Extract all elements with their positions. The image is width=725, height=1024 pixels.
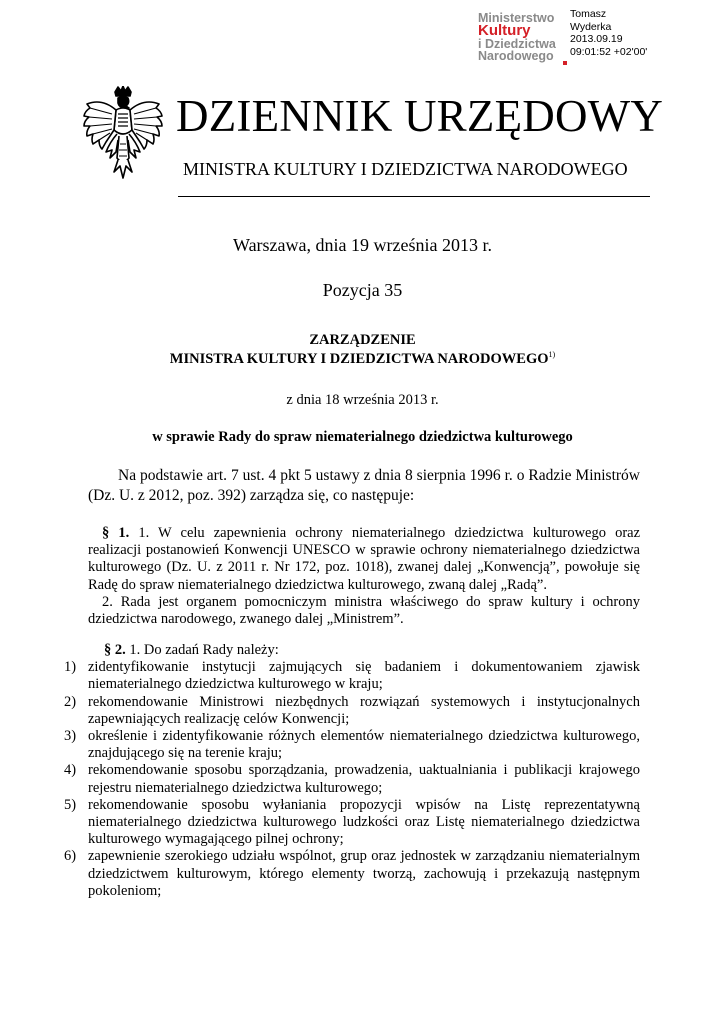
journal-title: DZIENNIK URZĘDOWY <box>176 91 664 141</box>
list-item <box>64 848 640 900</box>
section-2-label: § 2. <box>104 642 126 658</box>
list-item-number: 3) <box>64 728 77 745</box>
list-item-number: 1) <box>64 659 77 676</box>
list-item-number: 5) <box>64 796 77 813</box>
list-item <box>64 728 640 762</box>
logo-line-4: Narodowego <box>478 49 554 63</box>
list-item-number: 2) <box>64 693 77 710</box>
signature-info <box>570 8 647 58</box>
list-item-text: rekomendowanie sposobu wyłaniania propozycji wpisów na Listę reprezentatywną niematerialnego dziedzictwa kulturowego ludzkości oraz Listę niematerialnego dziedzictwa kulturowego wymagającego pilnej ochrony; <box>88 796 640 848</box>
section-1-label: § 1. <box>102 525 130 541</box>
section-1 <box>88 525 640 628</box>
logo-line-3: i Dziedzictwa <box>478 37 556 51</box>
section-2-lead-text: 1. Do zadań Rady należy: <box>129 642 279 658</box>
header-divider <box>178 196 650 197</box>
list-item-number: 4) <box>64 762 77 779</box>
act-issuer-text: MINISTRA KULTURY I DZIEDZICTWA NARODOWEGO <box>169 351 549 367</box>
act-type: ZARZĄDZENIE <box>309 332 416 348</box>
section-2 <box>64 642 640 900</box>
journal-subtitle: MINISTRA KULTURY I DZIEDZICTWA NARODOWEGO <box>183 159 628 179</box>
list-item <box>64 659 640 693</box>
publication-date: Warszawa, dnia 19 września 2013 r. <box>233 235 492 255</box>
section-2-lead <box>88 642 640 659</box>
section-1-para-1 <box>88 525 640 594</box>
act-issue-date: z dnia 18 września 2013 r. <box>286 392 439 408</box>
eagle-emblem-icon <box>82 86 164 186</box>
signature-time: 09:01:52 +02'00' <box>570 45 648 58</box>
list-item-text: rekomendowanie sposobu sporządzania, prowadzenia, uaktualniania i publikacji krajowego rejestru niematerialnego dziedzictwa kulturowego; <box>88 762 640 796</box>
act-issuer <box>0 350 725 368</box>
logo-line-2: Kultury <box>478 22 531 39</box>
list-item <box>64 694 640 728</box>
signature-stamp <box>478 6 658 70</box>
list-item-number: 6) <box>64 848 77 865</box>
list-item <box>64 797 640 849</box>
logo-dot <box>563 61 567 65</box>
footnote-mark: 1) <box>548 350 556 359</box>
list-item-text: zidentyfikowanie instytucji zajmujących się badaniem i dokumentowaniem zjawisk niematerialnego dziedzictwa kulturowego w kraju; <box>88 659 640 693</box>
list-item-text: rekomendowanie Ministrowi niezbędnych rozwiązań systemowych i instytucjonalnych zapewniających realizację celów Konwencji; <box>88 693 640 727</box>
list-item-text: określenie i zidentyfikowanie różnych elementów niematerialnego dziedzictwa kulturowego, znajdującego się na terenie kraju; <box>88 728 640 762</box>
section-1-para-1-text: 1. W celu zapewnienia ochrony niematerialnego dziedzictwa kulturowego oraz realizacji postanowień Konwencji UNESCO w sprawie ochrony niematerialnego dziedzictwa kulturowego (Dz. U. z 2011 r. Nr 172, poz. 1018), zwanej dalej „Konwencją”, powołuje się Radę do spraw niematerialnego dziedzictwa kulturowego, zwaną dalej „Radą”. <box>88 525 641 593</box>
ministry-logo <box>478 12 570 62</box>
logo-line-1: Ministerstwo <box>478 11 555 25</box>
act-subject: w sprawie Rady do spraw niematerialnego dziedzictwa kulturowego <box>152 429 573 445</box>
signer-first-name: Tomasz <box>570 8 607 20</box>
signer-last-name: Wyderka <box>570 20 612 33</box>
list-item <box>64 762 640 796</box>
signature-date: 2013.09.19 <box>570 33 623 46</box>
section-1-para-2: 2. Rada jest organem pomocniczym ministra właściwego do spraw kultury i ochrony dziedzictwa narodowego, zwanego dalej „Ministrem”. <box>88 593 640 628</box>
position-number: Pozycja 35 <box>322 280 403 300</box>
preamble: Na podstawie art. 7 ust. 4 pkt 5 ustawy z dnia 8 sierpnia 1996 r. o Radzie Ministrów (Dz. U. z 2012, poz. 392) zarządza się, co następuje: <box>88 467 640 504</box>
list-item-text: zapewnienie szerokiego udziału wspólnot, grup oraz jednostek w zarządzaniu niematerialnym dziedzictwem kulturowym, którego elementy tworzą, zachowują i przekazują następnym pokoleniom; <box>88 848 640 899</box>
